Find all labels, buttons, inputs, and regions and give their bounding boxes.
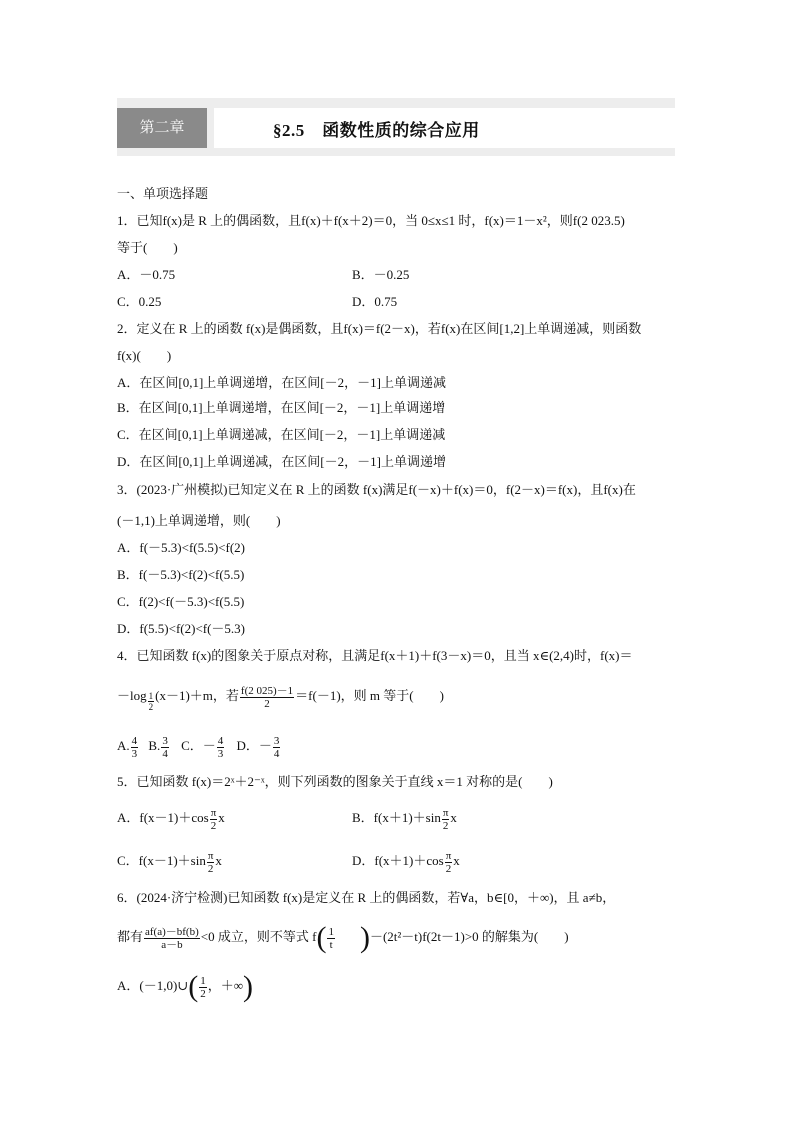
q5-pi: π [210, 806, 217, 819]
q5-option-d-frac [445, 850, 453, 875]
q2-option-d: D．在区间[0,1]上单调递减，在区间[－2，－1]上单调递增 [117, 454, 446, 469]
q5-option-d [352, 843, 460, 879]
q4-option-a-label: A. [117, 738, 130, 753]
q2-stem-line2: f(x)( ) [117, 348, 172, 363]
section-heading: 一、单项选择题 [117, 186, 209, 201]
q6-stem-line1: 6．(2024·济宁检测)已知函数 f(x)是定义在 R 上的偶函数，若∀a，b∈[0，＋∞)，且 a≠b， [117, 890, 616, 905]
q4-option-b-frac [161, 735, 169, 760]
q4-option-b-den: 4 [162, 747, 168, 760]
q6-right-paren: ) [359, 921, 370, 955]
q2-option-a: A．在区间[0,1]上单调递增，在区间[－2，－1]上单调递减 [117, 375, 446, 390]
q6-option-a-right-paren: ) [242, 970, 253, 1004]
q1-option-c: C．0.25 [117, 294, 162, 309]
q3-stem-line2: (－1,1)上单调递增，则( ) [117, 513, 281, 528]
q5-option-d-text: D．f(x＋1)＋cos [352, 853, 444, 868]
q5-pi: π [207, 849, 214, 862]
q5-option-a [117, 800, 225, 836]
q5-option-b [352, 800, 457, 836]
q5-two: 2 [210, 819, 217, 832]
q6-fraction-num: af(a)－bf(b) [145, 925, 199, 938]
q2-option-c: C．在区间[0,1]上单调递减，在区间[－2，－1]上单调递减 [117, 427, 446, 442]
q5-stem: 5．已知函数 f(x)＝2ˣ＋2⁻ˣ，则下列函数的图象关于直线 x＝1 对称的是( ) [117, 774, 553, 789]
q6-prefix: 都有 [117, 929, 144, 944]
q5-x: x [218, 810, 225, 825]
q5-x: x [215, 853, 222, 868]
q4-fraction-num: f(2 025)－1 [240, 684, 294, 697]
q4-log-prefix: －log [117, 688, 147, 703]
q5-option-b-frac [442, 807, 450, 832]
q6-option-a-left-paren: ( [188, 970, 199, 1004]
q5-two: 2 [207, 862, 214, 875]
q4-option-b-num: 3 [162, 734, 168, 747]
q5-x: x [453, 853, 460, 868]
q6-option-a-den: 2 [200, 987, 206, 1000]
q5-option-c-frac [207, 850, 215, 875]
q2-stem-line1: 2．定义在 R 上的函数 f(x)是偶函数，且f(x)＝f(2－x)，若f(x)在区间[1,2]上单调递减，则函数 [117, 321, 642, 336]
chapter-tab: 第二章 [117, 108, 207, 148]
q3-option-d: D．f(5.5)<f(2)<f(－5.3) [117, 621, 246, 636]
q4-option-b-label: B. [148, 738, 161, 753]
q4-option-a-den: 3 [131, 747, 138, 760]
q6-option-a [117, 966, 253, 1006]
page-title: §2.5 函数性质的综合应用 [273, 121, 480, 140]
q6-option-a-text: A．(－1,0)∪ [117, 978, 189, 993]
q6-middle: <0 成立，则不等式 f [200, 929, 317, 944]
q4-fraction-den: 2 [264, 697, 270, 710]
q5-option-b-text: B．f(x＋1)＋sin [352, 810, 441, 825]
q4-stem-line1: 4．已知函数 f(x)的图象关于原点对称，且满足f(x＋1)＋f(3－x)＝0，且当 x∈(2,4)时，f(x)＝ [117, 648, 633, 663]
q4-option-a-frac [131, 735, 139, 760]
q1-option-a: A．－0.75 [117, 267, 176, 282]
q5-pi: π [442, 806, 449, 819]
q5-two: 2 [445, 862, 452, 875]
q4-option-d-label: D．－ [236, 738, 272, 753]
q6-tail: －(2t²－t)f(2t－1)>0 的解集为( ) [369, 929, 569, 944]
q6-stem-line2 [117, 917, 569, 957]
q5-x: x [450, 810, 457, 825]
q4-option-d-den: 4 [273, 747, 280, 760]
q4-options [117, 726, 281, 766]
q6-option-a-num: 1 [200, 974, 206, 987]
q5-two: 2 [442, 819, 449, 832]
q4-log-base-den: 2 [148, 702, 154, 712]
q6-option-a-frac [199, 975, 207, 1000]
q4-option-d-frac [273, 735, 281, 760]
q3-stem-line1: 3．(2023·广州模拟)已知定义在 R 上的函数 f(x)满足f(－x)＋f(x)＝0，f(2－x)＝f(x)，且f(x)在 [117, 482, 636, 497]
q6-left-paren: ( [316, 921, 327, 955]
q4-option-c-den: 3 [217, 747, 224, 760]
q4-option-d-num: 3 [273, 734, 280, 747]
q3-option-b: B．f(－5.3)<f(2)<f(5.5) [117, 567, 245, 582]
q6-inner-num: 1 [328, 925, 334, 938]
q1-option-d: D．0.75 [352, 294, 398, 309]
q4-fraction [240, 685, 294, 710]
q4-log-base [148, 691, 155, 712]
q3-option-c: C．f(2)<f(－5.3)<f(5.5) [117, 594, 245, 609]
q3-option-a: A．f(－5.3)<f(5.5)<f(2) [117, 540, 246, 555]
q5-option-c [117, 843, 222, 879]
q5-option-a-text: A．f(x－1)＋cos [117, 810, 209, 825]
q6-inner-den: t [329, 938, 333, 951]
q6-fraction [144, 926, 200, 951]
q4-option-a-num: 4 [131, 734, 138, 747]
q4-stem-tail: ＝f(－1)，则 m 等于( ) [295, 688, 444, 703]
q1-stem-line1: 1．已知f(x)是 R 上的偶函数，且f(x)＋f(x＋2)＝0，当 0≤x≤1 时，f(x)＝1－x²，则f(2 023.5) [117, 213, 625, 228]
q1-stem-line2: 等于( ) [117, 240, 178, 255]
q6-option-a-tail: ，＋∞ [207, 978, 243, 993]
q5-option-c-text: C．f(x－1)＋sin [117, 853, 206, 868]
q4-stem-line2 [117, 676, 444, 716]
q6-fraction-den: a－b [161, 938, 183, 951]
q5-option-a-frac [210, 807, 218, 832]
q5-pi: π [445, 849, 452, 862]
q4-option-c-num: 4 [217, 734, 224, 747]
q4-option-c-label: C．－ [181, 738, 216, 753]
q6-inner-frac [327, 926, 335, 951]
q4-log-base-num: 1 [148, 691, 154, 701]
q1-option-b: B．－0.25 [352, 267, 410, 282]
q4-option-c-frac [217, 735, 225, 760]
q4-log-arg: (x－1)＋m，若 [155, 688, 239, 703]
q2-option-b: B．在区间[0,1]上单调递增，在区间[－2，－1]上单调递增 [117, 400, 446, 415]
